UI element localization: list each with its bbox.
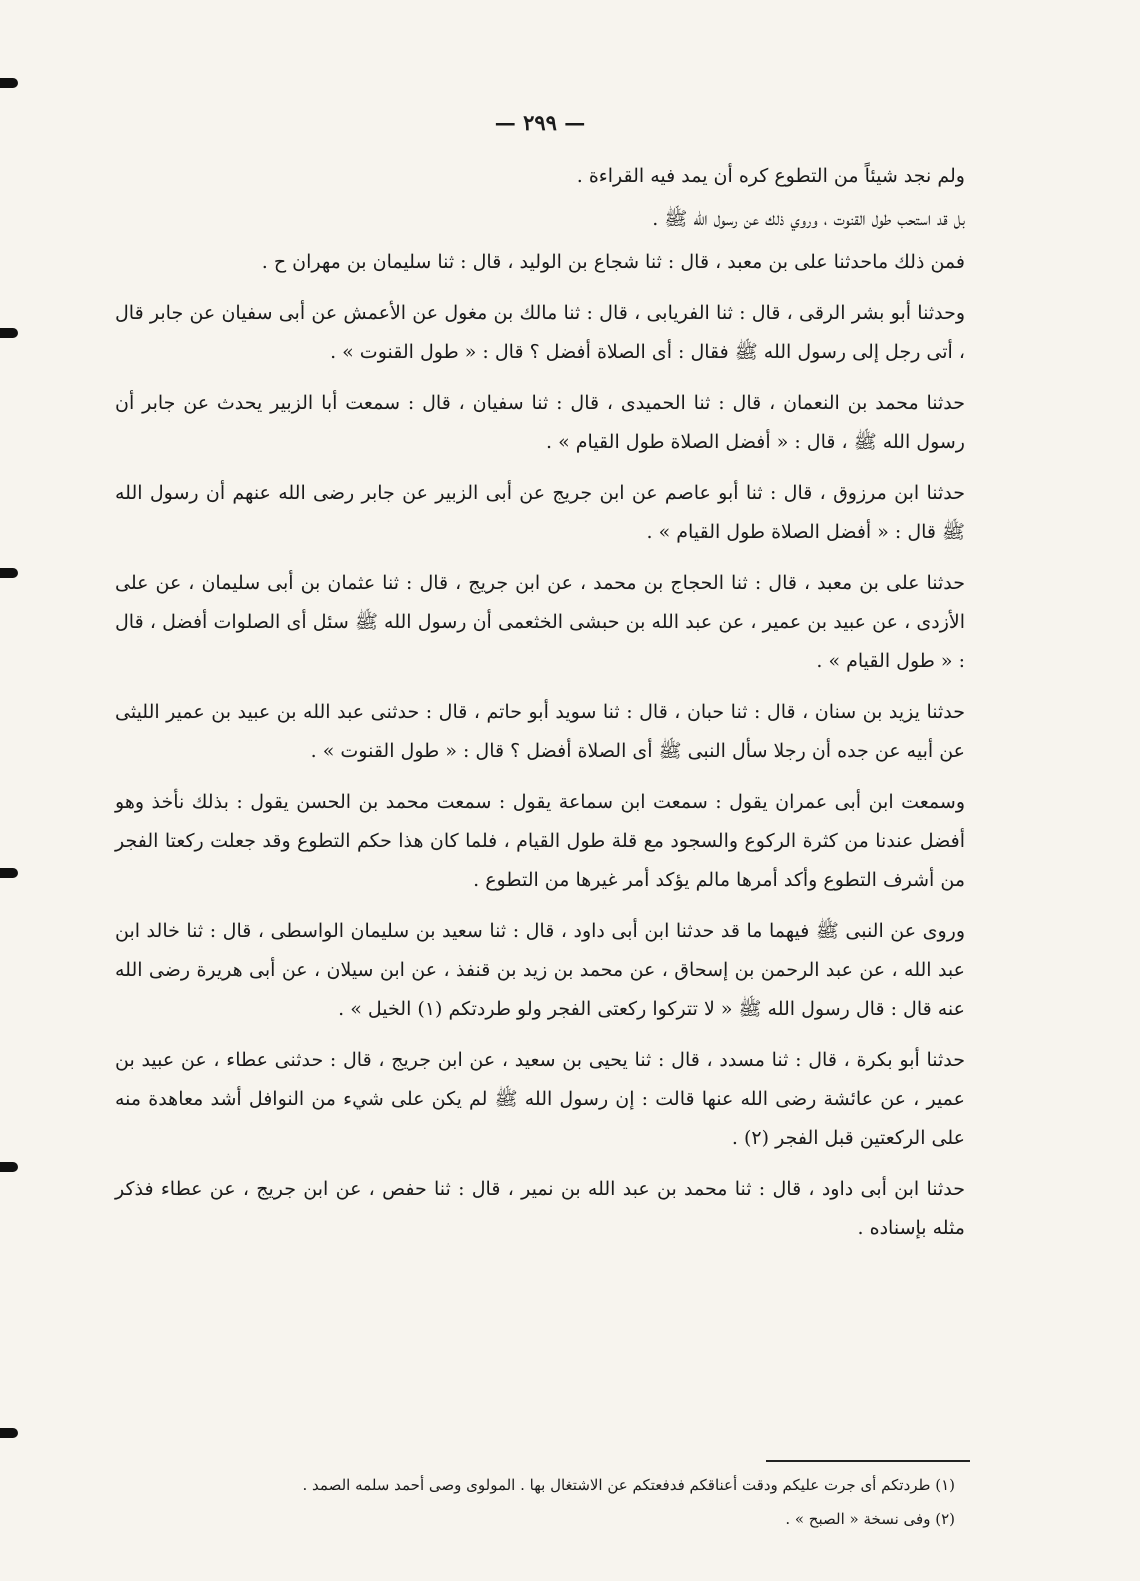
scan-edge-mark: [0, 78, 18, 88]
paragraph-1: ولم نجد شيئاً من التطوع كره أن يمد فيه القراءة .: [576, 165, 965, 187]
paragraph-5: حدثنا محمد بن النعمان ، قال : ثنا الحميدى ، قال : ثنا سفيان ، قال : سمعت أبا الزبير يحدث عن جابر أن رسول الله ﷺ ، قال : « أفضل الصلاة طول القيام » .: [115, 392, 965, 453]
scan-edge-mark: [0, 1162, 18, 1172]
footnote-1: (١) طردتكم أى جرت عليكم ودقت أعناقكم فدفعتكم عن الاشتغال بها . المولوى وصى أحمد سلمه الصمد .: [302, 1476, 955, 1494]
book-page: [115, 110, 965, 1260]
page-number: — ٢٩٩ —: [494, 110, 586, 135]
paragraph-2: بل قد استحب طول القنوت ، وروي ذلك عن رسول الله ﷺ .: [652, 208, 965, 230]
paragraph-3: فمن ذلك ماحدثنا على بن معبد ، قال : ثنا شجاع بن الوليد ، قال : ثنا سليمان بن مهران ح .: [261, 251, 965, 273]
paragraph-11: حدثنا أبو بكرة ، قال : ثنا مسدد ، قال : ثنا يحيى بن سعيد ، عن ابن جريج ، قال : حدثنى عطاء ، عن عبيد بن عمير ، عن عائشة رضى الله عنها قالت : إن رسول الله ﷺ لم يكن على شيء من النوافل أشد معاهدة منه على الركعتين قبل الفجر (٢) .: [115, 1049, 965, 1149]
scan-edge-mark: [0, 568, 18, 578]
paragraph-6: حدثنا ابن مرزوق ، قال : ثنا أبو عاصم عن ابن جريج عن أبى الزبير عن جابر رضى الله عنهم أن رسول الله ﷺ قال : « أفضل الصلاة طول القيام » .: [115, 482, 965, 543]
scan-edge-mark: [0, 868, 18, 878]
paragraph-12: حدثنا ابن أبى داود ، قال : ثنا محمد بن عبد الله بن نمير ، قال : ثنا حفص ، عن ابن جريج ، عن عطاء فذكر مثله بإسناده .: [115, 1178, 965, 1239]
paragraph-4: وحدثنا أبو بشر الرقى ، قال : ثنا الفريابى ، قال : ثنا مالك بن مغول عن الأعمش عن أبى سفيان عن جابر قال ، أتى رجل إلى رسول الله ﷺ فقال : أى الصلاة أفضل ؟ قال : « طول القنوت » .: [115, 302, 965, 363]
footnote-2: (٢) وفى نسخة « الصبح » .: [785, 1510, 955, 1528]
paragraph-7: حدثنا على بن معبد ، قال : ثنا الحجاج بن محمد ، عن ابن جريج ، قال : ثنا عثمان بن أبى سليمان ، عن على الأزدى ، عن عبيد بن عمير ، عن عبد الله بن حبشى الخثعمى أن رسول الله ﷺ سئل أى الصلوات أفضل ، قال : « طول القيام » .: [115, 572, 965, 672]
paragraph-9: وسمعت ابن أبى عمران يقول : سمعت ابن سماعة يقول : سمعت محمد بن الحسن يقول : بذلك نأخذ وهو أفضل عندنا من كثرة الركوع والسجود مع قلة طول القيام ، فلما كان هذا حكم التطوع وقد جعلت ركعتا الفجر من أشرف التطوع وأكد أمرها مالم يؤكد أمر غيرها من التطوع .: [115, 791, 965, 891]
footnotes: [195, 1468, 955, 1536]
scan-edge-mark: [0, 1428, 18, 1438]
scan-edge-mark: [0, 328, 18, 338]
footnote-divider: [766, 1460, 970, 1462]
paragraph-10: وروى عن النبى ﷺ فيهما ما قد حدثنا ابن أبى داود ، قال : ثنا سعيد بن سليمان الواسطى ، قال : ثنا خالد ابن عبد الله ، عن عبد الرحمن بن إسحاق ، عن محمد بن زيد بن قنفذ ، عن ابن سيلان ، عن أبى هريرة رضى الله عنه قال : قال رسول الله ﷺ « لا تتركوا ركعتى الفجر ولو طردتكم (١) الخيل » .: [115, 920, 965, 1020]
paragraph-8: حدثنا يزيد بن سنان ، قال : ثنا حبان ، قال : ثنا سويد أبو حاتم ، قال : حدثنى عبد الله بن عبيد بن عمير الليثى عن أبيه عن جده أن رجلا سأل النبى ﷺ أى الصلاة أفضل ؟ قال : « طول القنوت » .: [115, 701, 965, 762]
